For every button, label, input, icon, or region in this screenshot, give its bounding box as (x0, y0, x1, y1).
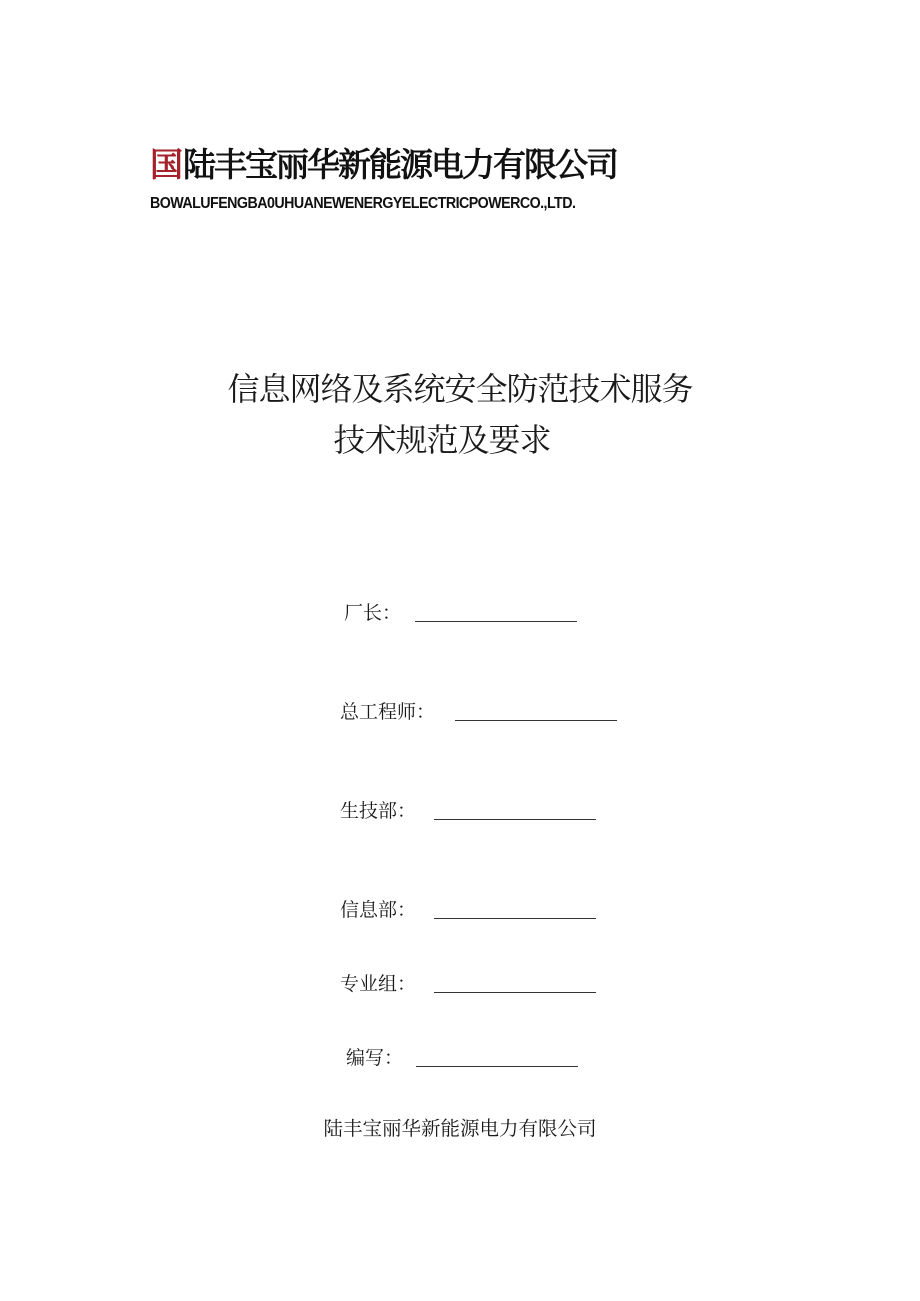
signature-line (455, 720, 617, 721)
signature-label: 厂长： (344, 602, 402, 624)
signature-line (434, 819, 596, 820)
signature-row-author (346, 1043, 578, 1070)
company-header (150, 143, 750, 213)
footer-company-name: 陆丰宝丽华新能源电力有限公司 (323, 1117, 597, 1140)
signature-line (434, 918, 596, 919)
signature-row-chief-engineer (340, 697, 617, 724)
signature-label: 专业组： (340, 973, 417, 995)
company-name-cn: 陆丰宝丽华新能源电力有限公司 (183, 145, 617, 184)
company-name-en: BOWALUFENGBA0UHUANEWENERGYELECTRICPOWERCO.,LTD. (150, 195, 576, 212)
signature-row-specialist-group (340, 969, 596, 996)
signature-line (415, 621, 577, 622)
signature-label: 生技部： (340, 800, 417, 822)
document-title-line2: 技术规范及要求 (333, 421, 551, 459)
signature-label: 总工程师： (340, 701, 436, 723)
signature-row-factory-director (344, 598, 577, 625)
signature-row-production-tech-dept (340, 796, 596, 823)
company-logo-mark: 国 (150, 145, 182, 184)
signature-label: 信息部： (340, 899, 417, 921)
company-logo-row (150, 143, 750, 187)
signature-row-information-dept (340, 895, 596, 922)
signature-line (416, 1066, 578, 1067)
signature-line (434, 992, 596, 993)
document-title-line1: 信息网络及系统安全防范技术服务 (227, 370, 693, 408)
signature-label: 编写： (346, 1047, 404, 1069)
